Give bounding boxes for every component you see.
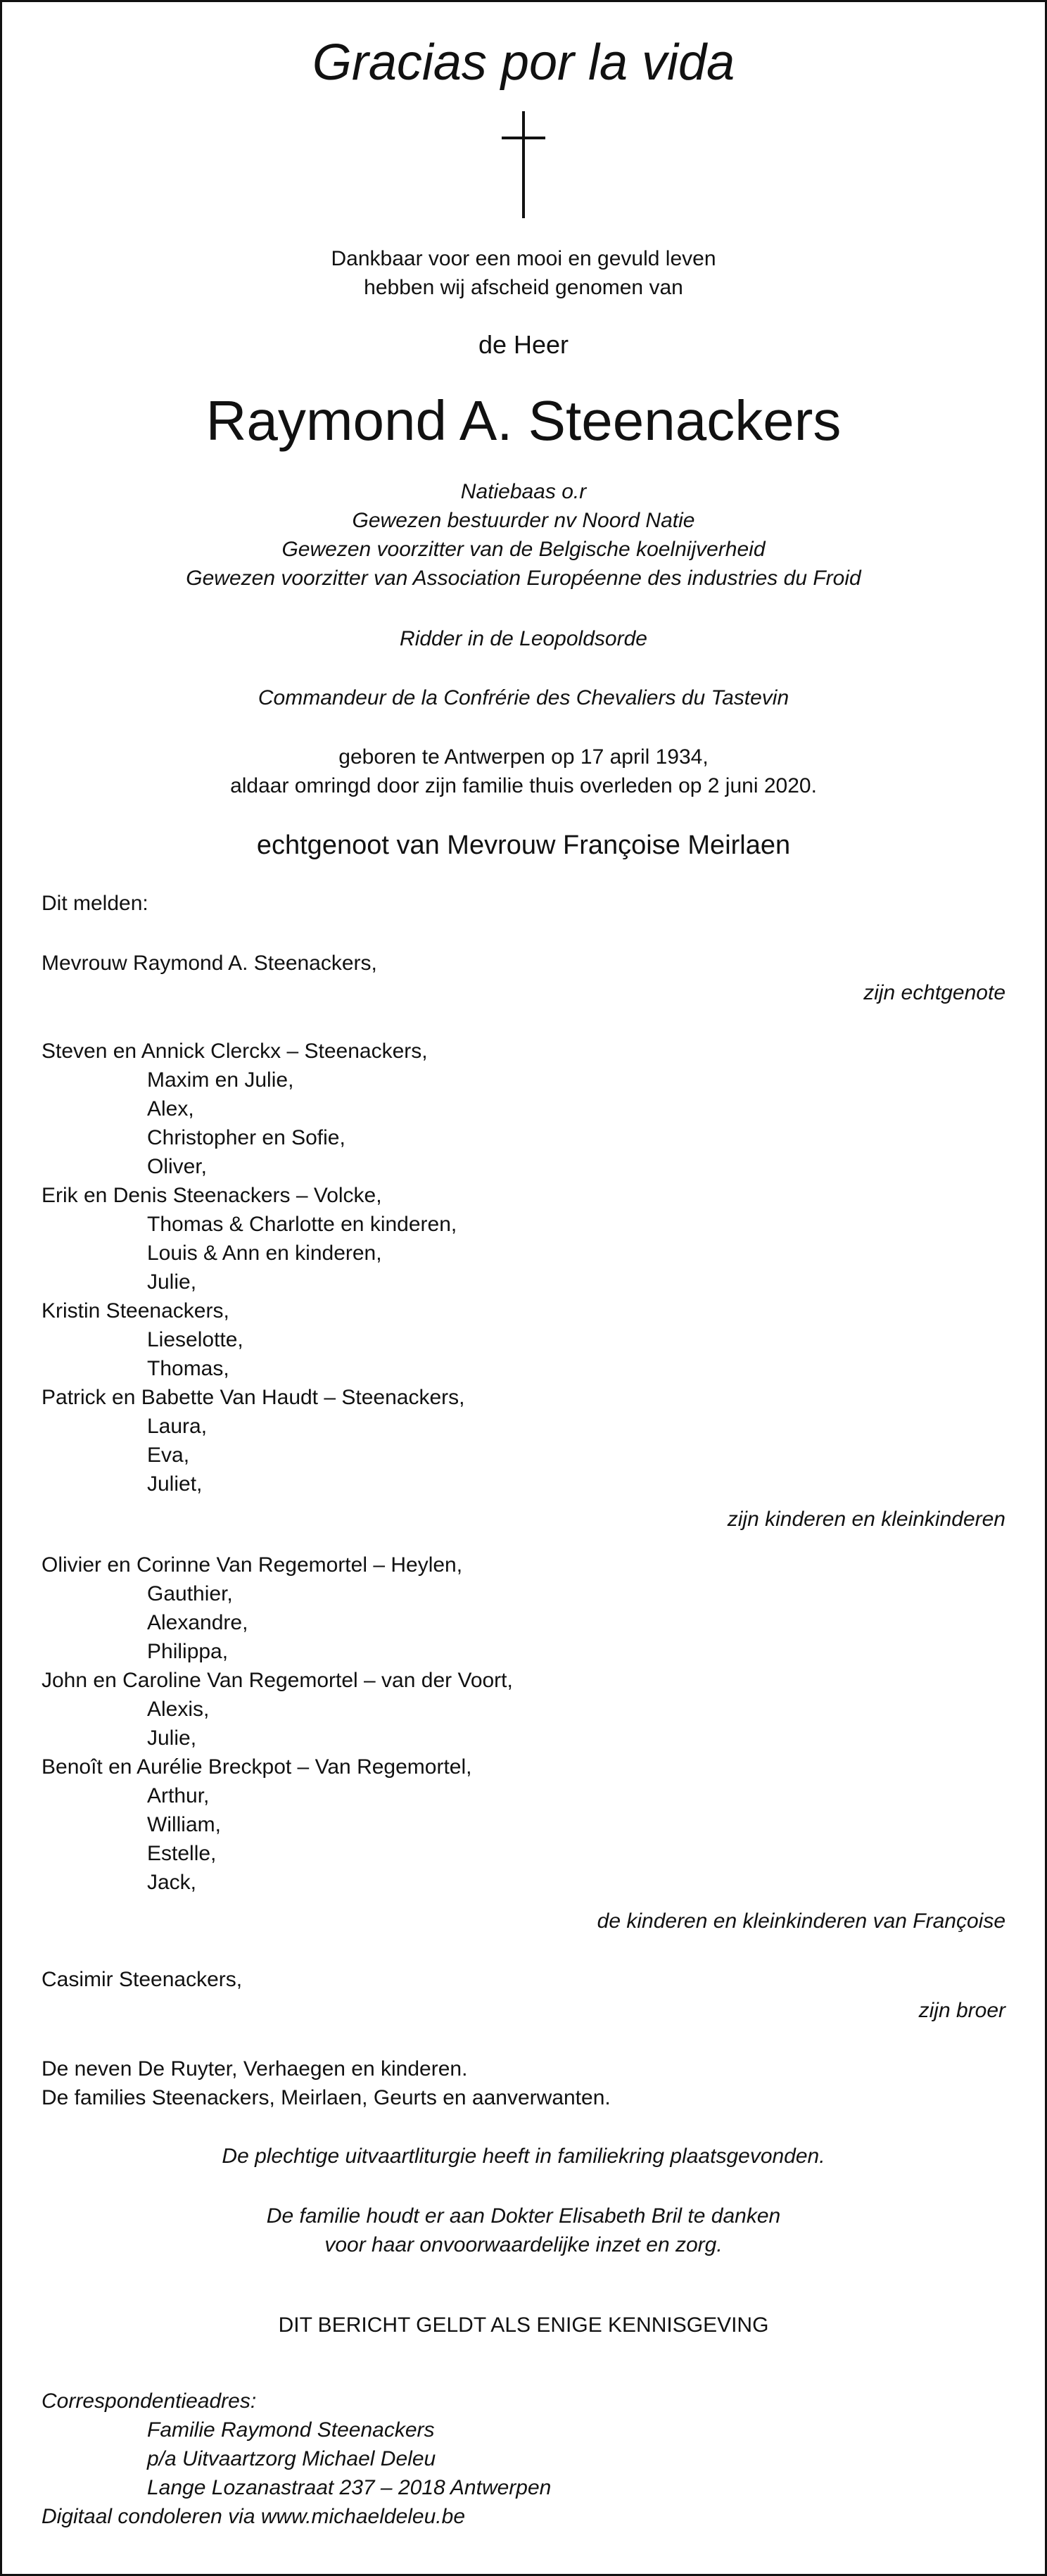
family-line: Jack, (147, 1871, 197, 1894)
family-line: Gauthier, (147, 1582, 233, 1605)
family-line: Juliet, (147, 1472, 203, 1496)
family-line: Philippa, (147, 1640, 229, 1663)
online-condolence-line: Digitaal condoleren via www.michaeldeleu.be (42, 2505, 466, 2528)
family-line: Julie, (147, 1726, 197, 1750)
family-line: Alexis, (147, 1698, 210, 1721)
family-line: John en Caroline Van Regemortel – van der Voort, (42, 1669, 513, 1692)
headline: Gracias por la vida (312, 34, 735, 91)
family-line: Kristin Steenackers, (42, 1299, 229, 1322)
funeral-note: De plechtige uitvaartliturgie heeft in familiekring plaatsgevonden. (222, 2145, 825, 2168)
children-role: zijn kinderen en kleinkinderen (727, 1508, 1005, 1531)
spouse-name: Mevrouw Raymond A. Steenackers, (42, 952, 377, 975)
family-line: Arthur, (147, 1784, 210, 1807)
brother-role: zijn broer (918, 1999, 1005, 2022)
family-line: Oliver, (147, 1155, 208, 1178)
extended-family-line: De neven De Ruyter, Verhaegen en kinderen. (42, 2057, 468, 2081)
family-line: Maxim en Julie, (147, 1068, 294, 1092)
birth-line: geboren te Antwerpen op 17 april 1934, (338, 745, 709, 769)
family-line: Steven en Annick Clerckx – Steenackers, (42, 1040, 428, 1063)
title-line: Gewezen voorzitter van Association Européenne des industries du Froid (186, 567, 861, 590)
family-line: Erik en Denis Steenackers – Volcke, (42, 1184, 382, 1207)
title-line: Gewezen voorzitter van de Belgische koelnijverheid (281, 538, 766, 561)
family-line: Thomas, (147, 1357, 229, 1380)
family-line: Louis & Ann en kinderen, (147, 1242, 382, 1265)
family-line: Thomas & Charlotte en kinderen, (147, 1213, 457, 1236)
spouse-role: zijn echtgenote (863, 981, 1005, 1004)
correspondence-line: Familie Raymond Steenackers (147, 2418, 435, 2442)
correspondence-line: p/a Uitvaartzorg Michael Deleu (147, 2447, 436, 2470)
francoise-role: de kinderen en kleinkinderen van Françoise (597, 1909, 1005, 1933)
order-line: Ridder in de Leopoldsorde (400, 627, 647, 650)
family-line: Alex, (147, 1097, 194, 1120)
deceased-name: Raymond A. Steenackers (205, 389, 842, 452)
family-line: Julie, (147, 1270, 197, 1294)
intro-line: hebben wij afscheid genomen van (364, 276, 683, 299)
notice-line: DIT BERICHT GELDT ALS ENIGE KENNISGEVING (278, 2313, 769, 2337)
family-line: Alexandre, (147, 1611, 248, 1634)
cross-icon-bar (502, 137, 545, 139)
title-line: Gewezen bestuurder nv Noord Natie (352, 509, 695, 532)
correspondence-line: Lange Lozanastraat 237 – 2018 Antwerpen (147, 2476, 552, 2499)
family-line: Estelle, (147, 1842, 217, 1865)
family-line: Benoît en Aurélie Breckpot – Van Regemortel, (42, 1755, 472, 1779)
spouse-line: echtgenoot van Mevrouw Françoise Meirlaen (256, 831, 791, 860)
thanks-line: voor haar onvoorwaardelijke inzet en zorg. (324, 2233, 723, 2256)
family-line: William, (147, 1813, 221, 1836)
honorific: de Heer (478, 330, 569, 359)
brother-name: Casimir Steenackers, (42, 1968, 243, 1991)
family-line: Olivier en Corinne Van Regemortel – Heylen, (42, 1553, 463, 1577)
thanks-line: De familie houdt er aan Dokter Elisabeth Bril te danken (266, 2204, 781, 2228)
family-line: Eva, (147, 1444, 190, 1467)
intro-line: Dankbaar voor een mooi en gevuld leven (331, 247, 716, 270)
family-line: Christopher en Sofie, (147, 1126, 345, 1149)
confrerie-line: Commandeur de la Confrérie des Chevaliers du Tastevin (258, 686, 789, 709)
family-line: Lieselotte, (147, 1328, 243, 1351)
family-line: Laura, (147, 1415, 208, 1438)
family-line: Patrick en Babette Van Haudt – Steenackers, (42, 1386, 465, 1409)
cross-icon (522, 111, 525, 218)
announce-label: Dit melden: (42, 892, 148, 915)
correspondence-label: Correspondentieadres: (42, 2389, 257, 2413)
death-line: aldaar omringd door zijn familie thuis overleden op 2 juni 2020. (230, 774, 817, 797)
extended-family-line: De families Steenackers, Meirlaen, Geurts en aanverwanten. (42, 2086, 611, 2109)
title-line: Natiebaas o.r (460, 480, 587, 503)
